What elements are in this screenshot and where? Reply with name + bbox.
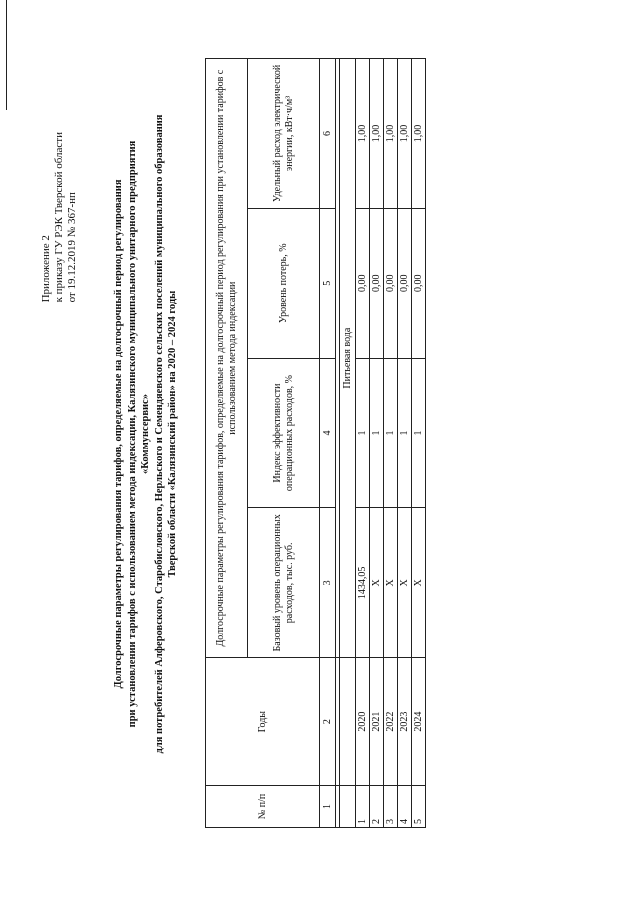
header-base: Базовый уровень операционных расходов, тыс. руб. xyxy=(248,508,320,658)
section-row xyxy=(340,59,356,828)
appendix-block xyxy=(40,132,79,302)
cell-index: 1 xyxy=(412,358,426,508)
cell-base: X xyxy=(412,508,426,658)
table-row xyxy=(398,59,412,828)
appendix-line-2: к приказу ГУ РЭК Тверской области xyxy=(53,132,65,303)
cell-year: 2020 xyxy=(356,658,370,786)
column-number: 4 xyxy=(320,358,336,508)
header-energy: Удельный расход электрической энергии, кВт·ч/м³ xyxy=(248,59,320,209)
appendix-line-1: Приложение 2 xyxy=(40,235,52,303)
cell-energy: 1,00 xyxy=(384,59,398,209)
table-row xyxy=(384,59,398,828)
cell-energy: 1,00 xyxy=(356,59,370,209)
cell-num: 3 xyxy=(384,786,398,828)
title-line-3: для потребителей Алферовского, Старобисловского, Нерльского и Семендяевского сельских поселений муниципального образования xyxy=(153,114,165,754)
section-label: Питьевая вода xyxy=(340,59,356,658)
cell-index: 1 xyxy=(370,358,384,508)
cell-index: 1 xyxy=(384,358,398,508)
header-years: Годы xyxy=(206,658,320,786)
cell-base: X xyxy=(384,508,398,658)
cell-num: 5 xyxy=(412,786,426,828)
header-index: Индекс эффективности операционных расходов, % xyxy=(248,358,320,508)
cell-index: 1 xyxy=(356,358,370,508)
cell-energy: 1,00 xyxy=(398,59,412,209)
cell-year: 2021 xyxy=(370,658,384,786)
cell-energy: 1,00 xyxy=(412,59,426,209)
cell-base: X xyxy=(398,508,412,658)
appendix-line-3: от 19.12.2019 № 367-нп xyxy=(66,192,78,303)
column-number: 5 xyxy=(320,208,336,358)
column-number: 6 xyxy=(320,59,336,209)
column-number: 2 xyxy=(320,658,336,786)
cell-num: 4 xyxy=(398,786,412,828)
cell-losses: 0,00 xyxy=(384,208,398,358)
title-line-2: при установлении тарифов с использованием метода индексации, Калязинского муниципального унитарного предприятия «Коммунсервис» xyxy=(126,140,151,728)
cell-base: 1434,05 xyxy=(356,508,370,658)
cell-year: 2024 xyxy=(412,658,426,786)
cell-num: 2 xyxy=(370,786,384,828)
header-group: Долгосрочные параметры регулирования тарифов, определяемые на долгосрочный период регулирования при установлении тарифов с использованием метода индексации xyxy=(206,59,248,658)
table-row xyxy=(412,59,426,828)
cell-energy: 1,00 xyxy=(370,59,384,209)
parameters-table xyxy=(205,58,426,828)
cell-num: 1 xyxy=(356,786,370,828)
cell-year: 2023 xyxy=(398,658,412,786)
column-number-row xyxy=(320,59,336,828)
cell-losses: 0,00 xyxy=(412,208,426,358)
cell-year: 2022 xyxy=(384,658,398,786)
header-losses: Уровень потерь, % xyxy=(248,208,320,358)
document-title xyxy=(112,114,180,754)
column-number: 3 xyxy=(320,508,336,658)
table-row xyxy=(370,59,384,828)
header-num: № п/п xyxy=(206,786,320,828)
column-number: 1 xyxy=(320,786,336,828)
cell-losses: 0,00 xyxy=(356,208,370,358)
table-row xyxy=(356,59,370,828)
title-line-4: Тверской области «Калязинский район» на 2020 – 2024 годы xyxy=(167,290,178,578)
cell-losses: 0,00 xyxy=(398,208,412,358)
cell-base: X xyxy=(370,508,384,658)
cell-index: 1 xyxy=(398,358,412,508)
cell-losses: 0,00 xyxy=(370,208,384,358)
title-line-1: Долгосрочные параметры регулирования тарифов, определяемые на долгосрочный период регулирования xyxy=(113,179,124,689)
